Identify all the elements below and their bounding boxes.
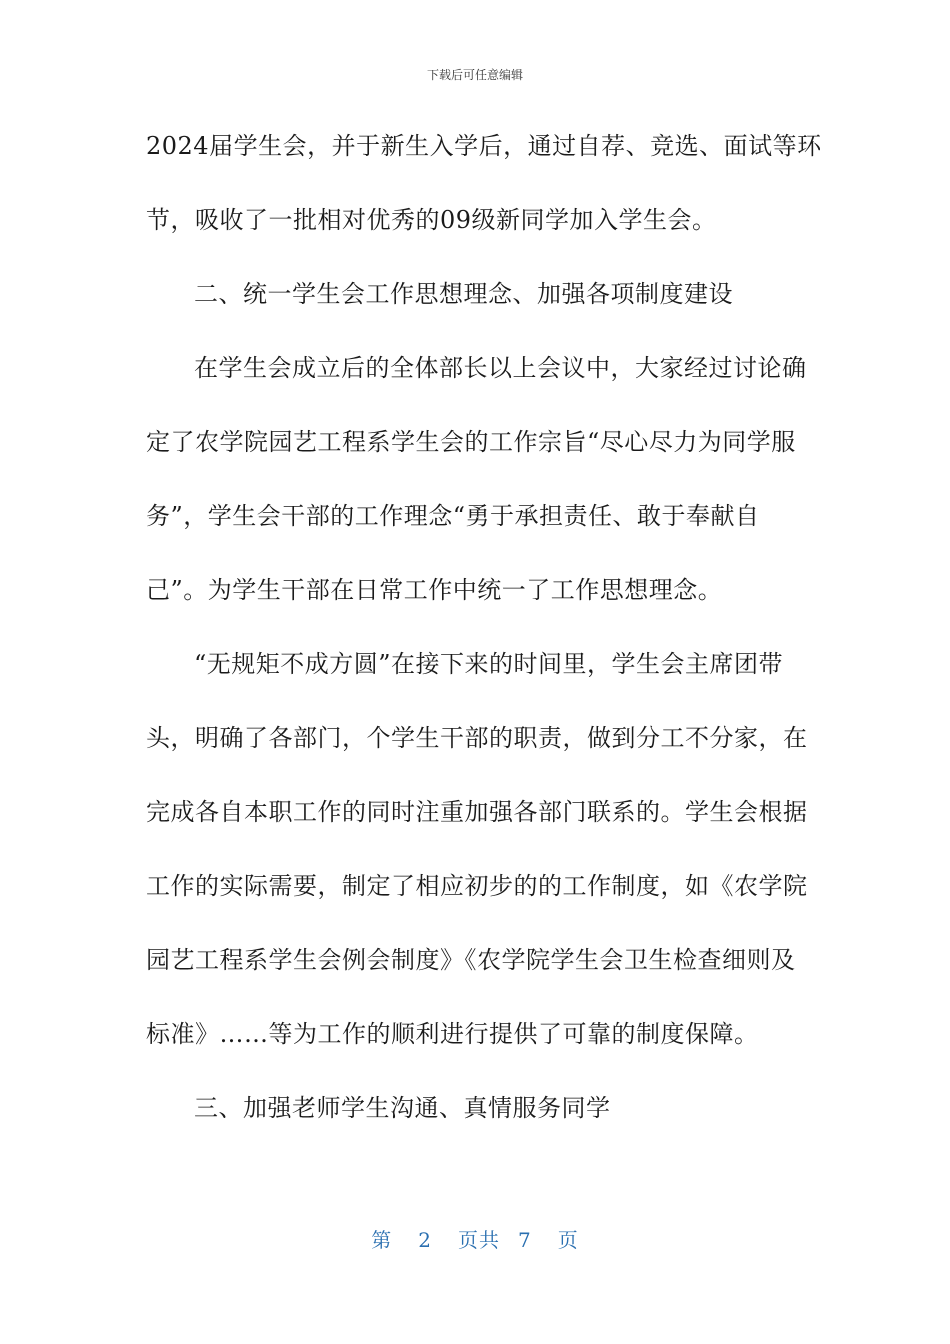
section-heading: 三、加强老师学生沟通、真情服务同学 (194, 1094, 611, 1122)
text-line: 头，明确了各部门，个学生干部的职责，做到分工不分家，在 (146, 724, 808, 752)
text-line: “无规矩不成方圆”在接下来的时间里，学生会主席团带 (194, 650, 784, 678)
footer-total-pages: 7 (518, 1228, 532, 1252)
text-line: 标准》……等为工作的顺利进行提供了可靠的制度保障。 (146, 1020, 759, 1048)
text-line: 完成各自本职工作的同时注重加强各部门联系的。学生会根据 (146, 798, 808, 826)
text-line: 工作的实际需要，制定了相应初步的的工作制度，如《农学院 (146, 872, 808, 900)
text-line: 在学生会成立后的全体部长以上会议中，大家经过讨论确 (194, 354, 807, 382)
text-line: 园艺工程系学生会例会制度》《农学院学生会卫生检查细则及 (146, 946, 796, 974)
document-body (146, 120, 822, 1156)
footer-prefix: 第 (371, 1228, 393, 1252)
text-line: 务”，学生会干部的工作理念“勇于承担责任、敢于奉献自 (146, 502, 760, 530)
text-line: 节，吸收了一批相对优秀的09级新同学加入学生会。 (146, 206, 717, 234)
text-line: 定了农学院园艺工程系学生会的工作宗旨“尽心尽力为同学服 (146, 428, 796, 456)
footer-middle: 页共 (458, 1228, 500, 1252)
footer-suffix: 页 (557, 1228, 579, 1252)
page-footer (0, 1224, 950, 1253)
text-line: 己”。为学生干部在日常工作中统一了工作思想理念。 (146, 576, 723, 604)
section-heading: 二、统一学生会工作思想理念、加强各项制度建设 (194, 280, 733, 308)
page-header-note: 下载后可任意编辑 (426, 68, 523, 82)
text-line: 2024届学生会，并于新生入学后，通过自荐、竞选、面试等环 (146, 132, 822, 160)
footer-current-page: 2 (418, 1228, 432, 1252)
